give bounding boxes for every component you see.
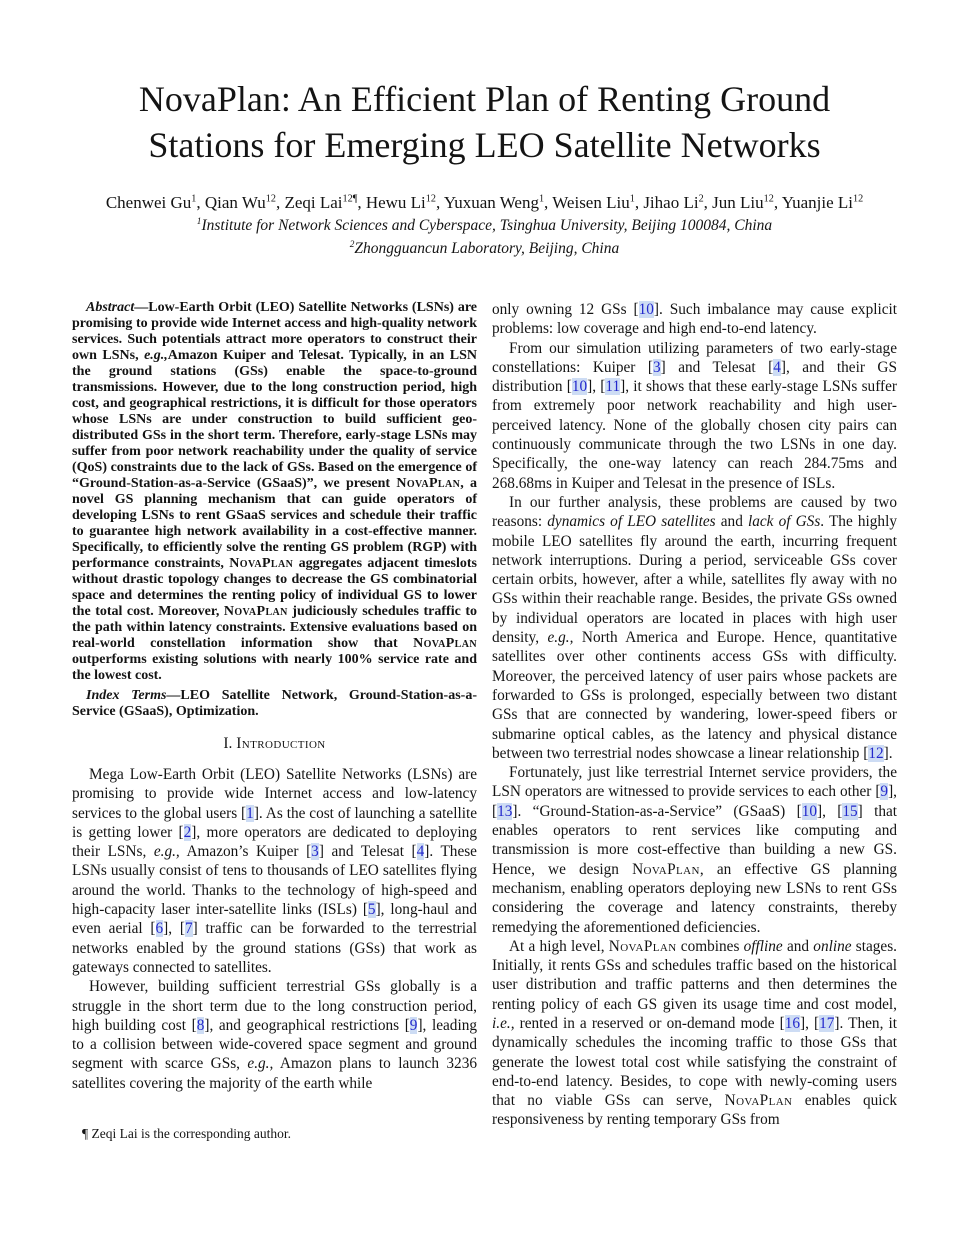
citation-link[interactable]: 1	[246, 804, 254, 822]
citation-link[interactable]: 6	[155, 920, 164, 938]
abstract-paragraph: Abstract—Low-Earth Orbit (LEO) Satellite Networks (LSNs) are promising to provide wide Internet access and high-quality network services. Such potentials attract more operators to construct their own LSNs, e.g.,Amazon Kuiper and Telesat. Typically, in an LSN the ground stations (GSs) enable the space-to-ground transmissions. However, due to the long construction period, high cost, and geographical restrictions, it is difficult for those operators whose LSNs are under construction to build sufficient geo-distributed GSs in the short term. Therefore, early-stage LSNs may suffer from poor network reachability under the quality of service (QoS) constraints due to the lack of GSs. Based on the emergence of “Ground-Station-as-a-Service (GSaaS)”, we present NovaPlan, a novel GS planning mechanism that can guide operators of developing LSNs to rent GSaaS services and schedule their traffic to guarantee high network availability in a cost-effective manner. Specifically, to efficiently solve the renting GS problem (RGP) with performance constraints, NovaPlan aggregates adjacent timeslots without drastic topology changes to decrease the GS combinatorial space and determines the renting policy of individual GS to lower the total cost. Moreover, NovaPlan judiciously schedules traffic to the path within latency constraints. Extensive evaluations based on real-world constellation information show that NovaPlan outperforms existing solutions with nearly 100% service rate and the lowest cost.	[72, 300, 478, 683]
citation-link[interactable]: 9	[880, 783, 889, 801]
citation-link[interactable]: 10	[801, 802, 817, 820]
citation-link[interactable]: 9	[409, 1016, 418, 1034]
affiliation-1: $^1$Institute for Network Sciences and Cyberspace, Tsinghua University, Beijing 100084, China	[196, 216, 773, 234]
two-column-body	[72, 300, 897, 1156]
citation-link[interactable]: 4	[773, 358, 781, 376]
citation-link[interactable]: 10	[571, 378, 588, 396]
citation-link[interactable]: 8	[196, 1016, 205, 1034]
affiliation-2: $^2$Zhongguancun Laboratory, Beijing, China	[349, 239, 620, 257]
gsaas-solution-paragraph: Fortunately, just like terrestrial Internet service providers, the LSN operators are witnessed to provide services to each other [9], [13]. “Ground-Station-as-a-Service” (GSaaS) [10], [15] that enables operators to rent services like computing and transmission is more cost-effective than building a new GS. Hence, we design NovaPlan, an effective GS planning mechanism, enabling operators deploying new LSNs to rent GSs considering the coverage and latency constraints, thereby remedying the aforementioned deficiencies.	[492, 764, 897, 936]
high-level-design-paragraph: At a high level, NovaPlan combines offline and online stages. Initially, it rents GSs and schedules traffic based on the historical user distribution and traffic patterns and then determines the renting policy of each GS given its usage time and cost model, i.e., rented in a reserved or on-demand mode [16], [17]. Then, it dynamically schedules the incoming traffic to those GSs that generate the lowest total cost while satisfying the constraint of end-to-end latency. Besides, to cope with newly-coming users that no viable GSs can serve, NovaPlan enables quick responsiveness by renting temporary GSs from	[492, 937, 897, 1129]
citation-link[interactable]: 3	[652, 358, 661, 376]
right-column	[492, 300, 897, 1156]
citation-link[interactable]: 10	[638, 301, 654, 318]
section-heading-introduction: I. Introduction	[223, 735, 326, 752]
citation-link[interactable]: 7	[184, 920, 193, 938]
intro-paragraph-1: Mega Low-Earth Orbit (LEO) Satellite Networks (LSNs) are promising to provide wide Internet access and low-latency services to the global users [1]. As the cost of launching a satellite is getting lower [2], more operators are dedicated to deploying their LSNs, e.g., Amazon’s Kuiper [3] and Telesat [4]. These LSNs usually consist of tens to thousands of LEO satellites flying around the world. Thanks to the technology of high-speed and high-capacity laser inter-satellite links (ISLs) [5], long-haul and even aerial [6], [7] traffic can be forwarded to the terrestrial networks enabled by the ground stations (GSs) that work as gateways connected to satellites.	[72, 766, 477, 976]
citation-link[interactable]: 16	[784, 1014, 800, 1032]
citation-link[interactable]: 15	[842, 802, 858, 820]
citation-link[interactable]: 13	[497, 802, 513, 820]
citation-link[interactable]: 2	[183, 823, 192, 841]
citation-link[interactable]: 3	[311, 843, 319, 861]
paper-title: NovaPlan: An Efficient Plan of Renting Ground Stations for Emerging LEO Satellite Networks	[138, 79, 831, 165]
intro-paragraph-2: However, building sufficient terrestrial GSs globally is a struggle in the short term due to the long construction period, high building cost [8], and geographical restrictions [9], leading to a collision between wide-covered space segment and ground segment with scarce GSs, e.g., Amazon plans to launch 3236 satellites covering the majority of the earth while	[72, 978, 478, 1092]
continuation-paragraph: only owning 12 GSs [10]. Such imbalance may cause explicit problems: low coverage and high end-to-end latency.	[492, 301, 897, 338]
left-column	[72, 300, 477, 1156]
index-terms-paragraph: Index Terms—LEO Satellite Network, Ground-Station-as-a-Service (GSaaS), Optimization.	[72, 688, 477, 719]
citation-link[interactable]: 11	[605, 378, 621, 396]
citation-link[interactable]: 5	[367, 901, 376, 919]
citation-link[interactable]: 12	[868, 744, 884, 762]
corresponding-author-footnote: ¶ Zeqi Lai is the corresponding author.	[82, 1126, 291, 1141]
problem-analysis-paragraph: In our further analysis, these problems are caused by two reasons: dynamics of LEO satellites and lack of GSs. The highly mobile LEO satellites fly around the earth, incurring frequent network interruptions. During a period, serviceable GSs cover certain orbits, however, after a while, satellites fly away with no GSs within their reachable range. Besides, the private GSs owned by individual operators are located in places with high user density, e.g., North America and Europe. Hence, quantitative satellites over other continents access GSs with difficulty. Moreover, the perceived latency of user pairs whose packets are forwarded to GSs is prolonged, especially between two distant GSs that are connected by wandering, lower-speed fibers or submarine optical cables, as the latency and physical distance between two terrestrial nodes showcase a linear relationship [12].	[492, 493, 897, 762]
simulation-results-paragraph: From our simulation utilizing parameters of two early-stage constellations: Kuiper [3] and Telesat [4], and their GS distribution [10], [11], it shows that these early-stage LSNs suffer from extremely poor network reachability and high user-perceived latency. None of the globally chosen city pairs can continuously communicate through the two LSNs in one day. Specifically, the one-way latency can reach 284.75ms and 268.68ms in Kuiper and Telesat in the presence of ISLs.	[492, 339, 897, 492]
citation-link[interactable]: 4	[416, 843, 425, 861]
citation-link[interactable]: 17	[819, 1014, 835, 1032]
authors-line: Chenwei Gu$^1$, Qian Wu$^{12}$, Zeqi Lai$^{12\P}$, Hewu Li$^{12}$, Yuxuan Weng$^1$, Weisen Liu$^1$, Jihao Li$^2$, Jun Liu$^{12}$, Yuanjie Li$^{12}$	[105, 193, 864, 212]
